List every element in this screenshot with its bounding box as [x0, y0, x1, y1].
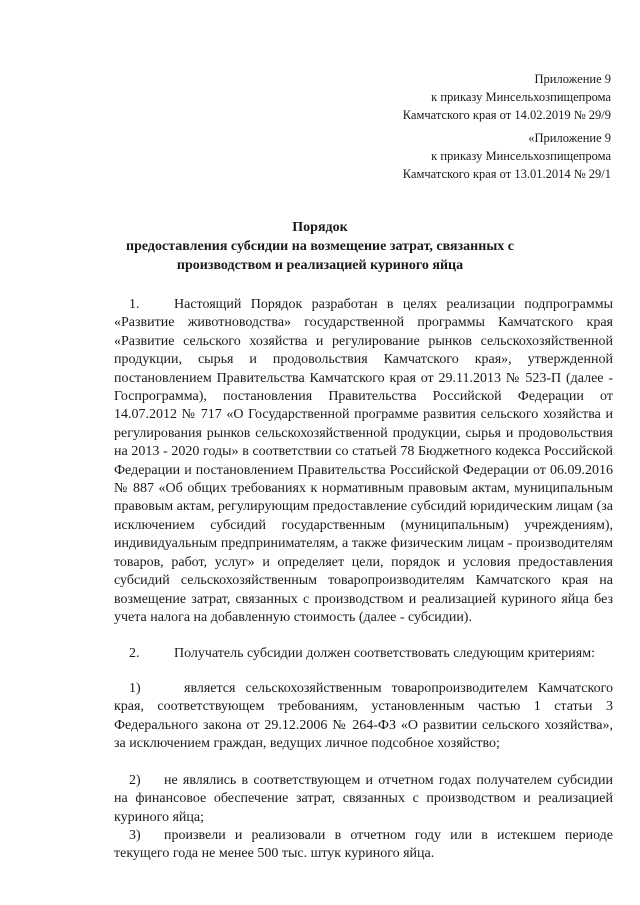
attachment-order-reference: к приказу Минсельхозпищепрома	[431, 149, 611, 163]
criterion-number: 3)	[129, 828, 141, 843]
attachment-order-date: Камчатского края от 13.01.2014 № 29/1	[402, 167, 611, 181]
paragraph-2	[114, 645, 613, 663]
criterion-text: является сельскохозяйственным товаропроизводителем Камчатского края, соответствующем требованиям, установленным частью 1 статьи 3 Федерального закона от 29.12.2006 № 264-ФЗ «О развитии сельского хозяйства», за исключением граждан, ведущих личное подсобное хозяйство;	[114, 681, 613, 752]
paragraph-text: Получатель субсидии должен соответствовать следующим критериям:	[174, 646, 595, 661]
title-line-1: Порядок	[292, 220, 348, 235]
title-line-2: предоставления субсидии на возмещение затрат, связанных с	[126, 239, 514, 254]
criterion-text: произвели и реализовали в отчетном году или в истекшем периоде текущего года не менее 500 тыс. штук куриного яйца.	[114, 828, 613, 862]
paragraph-1	[114, 296, 613, 627]
criterion-number: 1)	[129, 681, 141, 696]
criterion-number: 2)	[129, 773, 141, 788]
attachment-header-current	[403, 70, 611, 124]
paragraph-number: 2.	[129, 646, 140, 661]
attachment-order-date: Камчатского края от 14.02.2019 № 29/9	[402, 108, 611, 122]
attachment-header-previous	[403, 129, 611, 183]
paragraph-number: 1.	[129, 297, 140, 312]
attachment-title: «Приложение 9	[528, 131, 611, 145]
attachment-title: Приложение 9	[534, 72, 611, 86]
criterion-text: не являлись в соответствующем и отчетном годах получателем субсидии на финансовое обеспечение затрат, связанных с производством и реализацией куриного яйца;	[114, 773, 613, 825]
title-line-3: производством и реализацией куриного яйца	[176, 258, 464, 273]
criterion-3	[114, 827, 613, 864]
paragraph-text: Настоящий Порядок разработан в целях реализации подпрограммы «Развитие животноводства» государственной программы Камчатского края «Развитие сельского хозяйства и регулирование рынков сельскохозяйственной продукции, сырья и продовольствия Камчатского края», утвержденной постановлением Правительства Камчатского края от 29.11.2013 № 523-П (далее - Госпрограмма), постановления Правительства Российской Федерации от 14.07.2012 № 717 «О Государственной программе развития сельского хозяйства и регулирования рынков сельскохозяйственной продукции, сырья и продовольствия на 2013 - 2020 годы» в соответствии со статьей 78 Бюджетного кодекса Российской Федерации и постановлением Правительства Российской Федерации от 06.09.2016 № 887 «Об общих требованиях к нормативным правовым актам, муниципальным правовым актам, регулирующим предоставление субсидий юридическим лицам (за исключением субсидий государственным (муниципальным) учреждениям), индивидуальным предпринимателям, а также физическим лицам - производителям товаров, работ, услуг» и определяет цели, порядок и условия предоставления субсидий сельскохозяйственным товаропроизводителям Камчатского края на возмещение затрат, связанных с производством и реализацией куриного яйца без учета налога на добавленную стоимость (далее - субсидии).	[114, 297, 613, 625]
attachment-order-reference: к приказу Минсельхозпищепрома	[431, 90, 611, 104]
document-title	[115, 218, 525, 275]
criterion-1	[114, 680, 613, 754]
criterion-2	[114, 772, 613, 827]
